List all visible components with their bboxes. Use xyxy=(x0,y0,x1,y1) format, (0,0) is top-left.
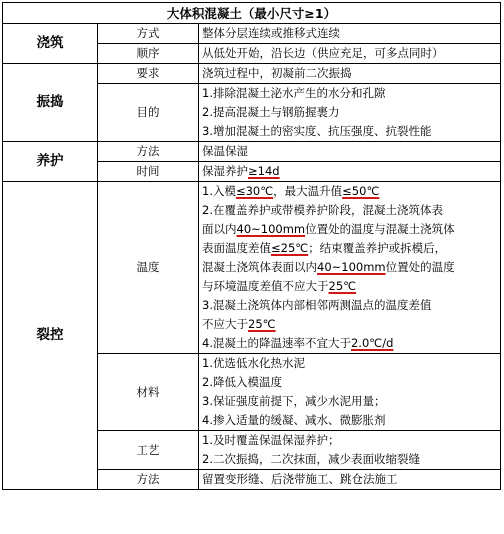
list-item: 2.二次振捣，二次抹面，减少表面收缩裂缝 xyxy=(202,452,420,466)
content-cell xyxy=(199,182,501,354)
cooling-rate-limit: 2.0℃/d xyxy=(350,336,394,350)
list-item: 1.优选低水化热水泥 xyxy=(202,356,305,370)
temp-line-7: 3.混凝土浇筑体内部相邻两测温点的温度差值 xyxy=(202,298,432,312)
depth-range: 40~100mm xyxy=(317,260,386,274)
content-cell xyxy=(199,431,501,470)
temp-line-3 xyxy=(202,220,497,239)
list-item: 2.提高混凝土与钢筋握裹力 xyxy=(202,105,340,119)
content-cell: 整体分层连续或推移式连续 xyxy=(199,24,501,44)
cure-time-prefix: 保湿养护 xyxy=(202,164,248,178)
list-item: 1.及时覆盖保温保湿养护； xyxy=(202,433,340,447)
content-cell: 留置变形缝、后浇带施工、跳仓法施工 xyxy=(199,470,501,490)
text-span: 表面温度差值 xyxy=(202,241,271,255)
temp-line-9 xyxy=(202,334,497,353)
content-line: 从低处开始，沿长边（供应充足，可多点同时） xyxy=(202,46,444,60)
list-item: 3.增加混凝土的密实度、抗压强度、抗裂性能 xyxy=(202,124,432,138)
content-cell: 保温保湿 xyxy=(199,142,501,162)
ambient-diff-limit: 25℃ xyxy=(328,279,357,293)
table-row xyxy=(3,142,501,162)
content-cell xyxy=(199,84,501,142)
table-title: 大体积混凝土（最小尺寸≥1） xyxy=(3,3,501,24)
text-span: 位置处的温度 xyxy=(385,260,455,274)
max-rise-limit: ≤50℃ xyxy=(342,184,380,198)
aspect-label: 目的 xyxy=(98,84,199,142)
content-cell: 浇筑过程中，初凝前二次振捣 xyxy=(199,64,501,84)
surface-diff-limit: ≤25℃ xyxy=(271,241,309,255)
text-span: 混凝土浇筑体表面以内 xyxy=(202,260,317,274)
section-label-pour: 浇筑 xyxy=(3,24,98,64)
aspect-label: 材料 xyxy=(98,354,199,431)
temp-line-8 xyxy=(202,315,497,334)
temp-line-6 xyxy=(202,277,497,296)
depth-range: 40~100mm xyxy=(236,222,306,236)
section-label-cure: 养护 xyxy=(3,142,98,182)
aspect-label: 时间 xyxy=(98,162,199,182)
text-span: 4.混凝土的降温速率不宜大于 xyxy=(202,336,351,350)
text-span: ；结束覆盖养护或拆模后， xyxy=(308,241,447,255)
list-item: 2.降低入模温度 xyxy=(202,375,282,389)
temp-line-4 xyxy=(202,239,497,258)
internal-diff-limit: 25℃ xyxy=(248,317,276,331)
inlet-temp-limit: ≤30℃ xyxy=(235,184,274,198)
content-cell xyxy=(199,44,501,64)
temp-line-2: 2.在覆盖养护或带模养护阶段，混凝土浇筑体表 xyxy=(202,203,443,217)
table-row xyxy=(3,64,501,84)
section-label-vibrate: 振捣 xyxy=(3,64,98,142)
aspect-label: 方法 xyxy=(98,142,199,162)
aspect-label: 顺序 xyxy=(98,44,199,64)
table-row xyxy=(3,182,501,354)
text-span: 面以内 xyxy=(202,222,237,236)
content-cell xyxy=(199,162,501,182)
text-span: 位置处的温度与混凝土浇筑体 xyxy=(305,222,455,236)
list-item: 3.保证强度前提下，减少水泥用量； xyxy=(202,394,386,408)
text-span: 不应大于 xyxy=(202,317,248,331)
aspect-label: 要求 xyxy=(98,64,199,84)
temp-line-5 xyxy=(202,258,497,277)
section-label-crack: 裂控 xyxy=(3,182,98,490)
aspect-label: 方式 xyxy=(98,24,199,44)
aspect-label: 温度 xyxy=(98,182,199,354)
text-span: 与环境温度差值不应大于 xyxy=(202,279,329,293)
text-span: ，最大温升值 xyxy=(273,184,343,198)
cure-time-value: ≥14d xyxy=(248,164,280,178)
list-item: 1.排除混凝土泌水产生的水分和孔隙 xyxy=(202,86,386,100)
list-item: 4.掺入适量的缓凝、减水、微膨胀剂 xyxy=(202,413,386,427)
title-row xyxy=(3,3,501,24)
aspect-label: 工艺 xyxy=(98,431,199,470)
mass-concrete-table xyxy=(2,2,501,490)
text-span: 1.入模 xyxy=(202,184,236,198)
aspect-label: 方法 xyxy=(98,470,199,490)
table-row xyxy=(3,24,501,44)
content-cell xyxy=(199,354,501,431)
temp-line-1 xyxy=(202,182,497,201)
